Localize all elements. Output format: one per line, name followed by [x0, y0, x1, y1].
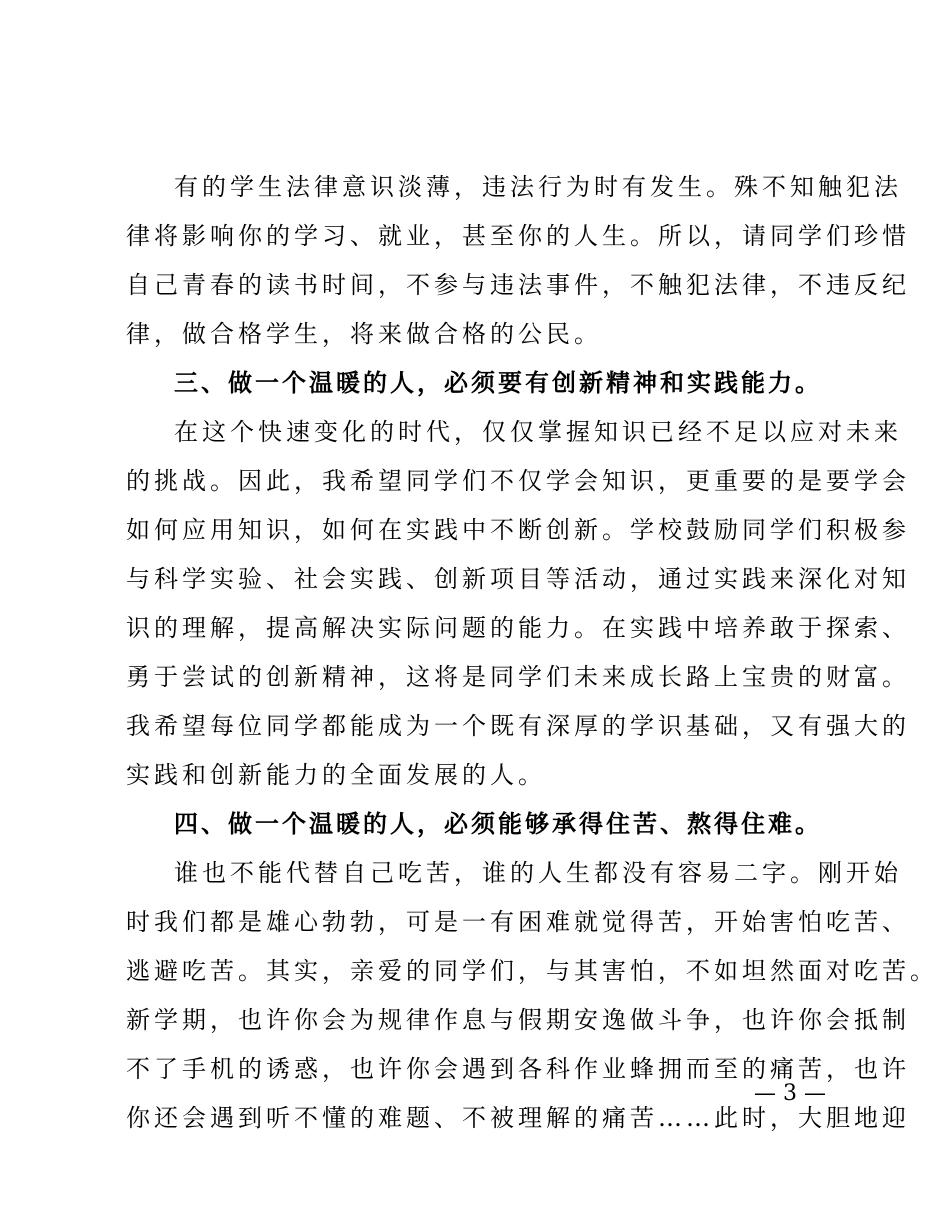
body-line: 的挑战。因此，我希望同学们不仅学会知识，更重要的是要学会 [126, 467, 910, 495]
body-line: 识的理解，提高解决实际问题的能力。在实践中培养敢于探索、 [126, 614, 910, 642]
body-line: 时我们都是雄心勃勃，可是一有困难就觉得苦，开始害怕吃苦、 [126, 908, 910, 936]
body-line: 律将影响你的学习、就业，甚至你的人生。所以，请同学们珍惜 [126, 222, 910, 250]
body-line: 与科学实验、社会实践、创新项目等活动，通过实践来深化对知 [126, 565, 910, 593]
body-line: 不了手机的诱惑，也许你会遇到各科作业蜂拥而至的痛苦，也许 [126, 1055, 910, 1083]
body-line: 你还会遇到听不懂的难题、不被理解的痛苦……此时，大胆地迎 [126, 1104, 910, 1132]
body-line: 律，做合格学生，将来做合格的公民。 [126, 320, 602, 348]
body-line: 谁也不能代替自己吃苦，谁的人生都没有容易二字。刚开始 [174, 859, 902, 887]
body-line: 实践和创新能力的全面发展的人。 [126, 761, 546, 789]
body-line: 在这个快速变化的时代，仅仅掌握知识已经不足以应对未来 [174, 418, 902, 446]
page-number: — 3 — [754, 1081, 826, 1106]
body-line: 逃避吃苦。其实，亲爱的同学们，与其害怕，不如坦然面对吃苦。 [126, 957, 938, 985]
section-heading-3: 三、做一个温暖的人，必须要有创新精神和实践能力。 [174, 369, 822, 397]
body-line: 我希望每位同学都能成为一个既有深厚的学识基础，又有强大的 [126, 712, 910, 740]
body-line: 新学期，也许你会为规律作息与假期安逸做斗争，也许你会抵制 [126, 1006, 910, 1034]
body-line: 有的学生法律意识淡薄，违法行为时有发生。殊不知触犯法 [174, 173, 902, 201]
section-heading-4: 四、做一个温暖的人，必须能够承得住苦、熬得住难。 [174, 810, 822, 838]
body-line: 勇于尝试的创新精神，这将是同学们未来成长路上宝贵的财富。 [126, 663, 910, 691]
body-line: 自己青春的读书时间，不参与违法事件，不触犯法律，不违反纪 [126, 271, 910, 299]
body-line: 如何应用知识，如何在实践中不断创新。学校鼓励同学们积极参 [126, 516, 910, 544]
